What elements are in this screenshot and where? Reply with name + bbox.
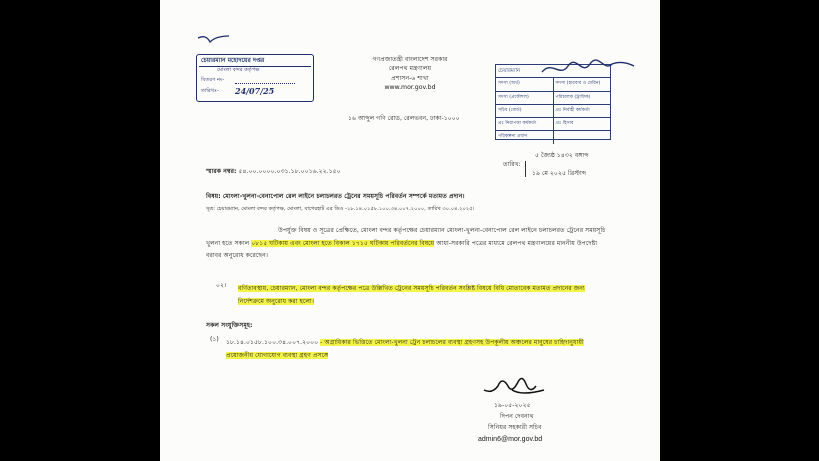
routing-stamp-row	[496, 118, 610, 131]
routing-cell: সচিব (বোর্ড)	[498, 107, 522, 113]
subject-text: মোংলা-খুলনা-বেনাপোল রেল লাইনে চলাচলরত ট্রেনের সময়সূচি পরিবর্তন সম্পর্কে মতামত প্রদান।	[222, 193, 465, 200]
receipt-stamp	[196, 54, 314, 102]
routing-stamp-row	[496, 105, 610, 118]
reference-label: সূত্র:	[206, 206, 215, 212]
routing-stamp-row	[496, 78, 610, 91]
stamp-title: চেয়ারম্যান মহোদয়ের দপ্তর	[201, 57, 265, 64]
para1-highlighted-text: ০৮১৫ ঘটিকায় এবং মোংলা হতে বিকাল ১৭১৫ ঘটিকায় পরিবর্তনের বিষয়ে	[251, 239, 435, 247]
routing-cell: প্রঃ নির্বাহী কর্মকর্তা	[553, 105, 611, 117]
letterhead-section: প্রশাসন-৬ শাখা	[391, 74, 429, 82]
date-gregorian: ১৯ মে ২০২৫ খ্রিস্টাব্দ	[532, 170, 587, 177]
routing-stamp-title: চেয়ারম্যান	[498, 68, 521, 74]
document-page	[160, 0, 660, 461]
handwritten-signature	[478, 372, 548, 402]
letterhead-website: www.mor.gov.bd	[384, 84, 436, 92]
body-paragraph-2	[238, 282, 610, 308]
memo-label: স্মারক নম্বর:	[206, 168, 237, 175]
enclosure-item	[226, 336, 610, 362]
letterhead-ministry: রেলপথ মন্ত্রণালয়	[388, 65, 432, 73]
signature-date: ১৯-০৫-২০২৫	[494, 402, 531, 409]
routing-cell: সদস্য (হারবার ও মেরিন)	[553, 78, 611, 90]
stamp-org: মোংলা বন্দর কর্তৃপক্ষ	[217, 67, 260, 73]
stamp-divider	[199, 66, 311, 67]
handwritten-initials-scribble	[538, 58, 638, 80]
reference-text: চেয়ারম্যান, মোংলা বন্দর কর্তৃপক্ষ, মোংলা, বাগেরহাট এর ডিও -১৮.১৪.০১৫৮.১০০.৩৪.০০৭.২০০০, তারিখ ৩০.০৪.২০২৫।	[216, 206, 475, 212]
stamp-receipt-line	[235, 83, 295, 84]
para1-text-end: আধা-সরকারি পত্রের মাধ্যমে রেলপথ মন্ত্রণালয়ের মাননীয় উপদেষ্টা বরাবর অনুরোধ করেছেন।	[206, 239, 598, 259]
handwritten-tick-mark	[196, 32, 232, 46]
enclosure-ref: ১৮.১৪.০১৫৮.১০০.৩৪.০০৭.২০০০	[226, 339, 319, 346]
para1-text: উপর্যুক্ত বিষয় ও সূত্রের প্রেক্ষিতে, মোংলা বন্দর কর্তৃপক্ষের চেয়ারম্যান মোংলা-খুলনা-বেনাপোল রেল লাইনে চলাচলরত ট্রেনের সময়সূচি খুলনা হতে সকাল	[206, 227, 606, 247]
body-paragraph-1	[206, 225, 610, 263]
enclosure-item-number: (১)	[210, 336, 219, 343]
memo-number-line	[206, 168, 341, 175]
routing-cell: সদস্য (অর্থ)	[498, 81, 520, 87]
subject-line	[206, 193, 465, 200]
routing-cell: প্রঃ হিসাব	[553, 118, 611, 130]
stamp-date-label: তারিখঃ-	[201, 88, 219, 94]
routing-cell: পরিকল্পনা প্রধান	[498, 134, 528, 140]
date-bangla: ৫ জ্যৈষ্ঠ ১৪৩২ বঙ্গাব্দ	[535, 152, 589, 159]
date-label: তারিখ:	[503, 161, 521, 168]
signatory-designation: সিনিয়র সহকারী সচিব	[488, 424, 542, 431]
enclosure-label: সকল সংযুক্তিসমূহ:	[206, 322, 253, 329]
stamp-date-value: 24/07/25	[235, 86, 275, 96]
signatory-email: admin6@mor.gov.bd	[478, 436, 543, 443]
letterhead-govt: গণপ্রজাতন্ত্রী বাংলাদেশ সরকার	[372, 56, 448, 63]
para2-highlighted-text: বর্ণিতাবস্থায়, চেয়ারম্যান, মোংলা বন্দর কর্তৃপক্ষের পত্রে উল্লিখিত ট্রেনের সময়সূচি পরিবর্তন সংশ্লিষ্ট বিষয়ে বিধি মোতাবেক মতামত প্রদানের জন্য নির্দেশক্রমে অনুরোধ করা হলো।	[238, 285, 585, 305]
signatory-name: দিপন দেবনাথ	[500, 413, 534, 420]
reference-line	[206, 206, 475, 212]
para2-number: ০২।	[216, 282, 227, 289]
routing-stamp-row	[496, 131, 610, 143]
letterhead-address: ১৬ আব্দুল গণি রোড, রেলভবন, ঢাকা-১০০০	[348, 115, 460, 122]
routing-cell: সদস্য (প্রকৌশল)	[498, 94, 529, 100]
letterhead	[330, 56, 490, 92]
routing-cell: প্রঃ নিরাপত্তা কর্মকর্তা	[498, 121, 537, 127]
routing-cell: পরিচালক (ট্রাফিক)	[553, 92, 611, 104]
memo-number: ৫৪.০০.০০০০.০৩১.১৮.০০১৬.২২.১৫০	[238, 168, 341, 175]
subject-label: বিষয়:	[206, 193, 221, 200]
enclosure-highlighted-text: - অগ্রাধিকার ভিত্তিতে মোংলা-খুলনা ট্রেন চলাচলের ব্যবস্থা গ্রহণসহ উপকূলীয় অঞ্চলের মানুষের চাহিদানুযায়ী প্রয়োজনীয় যোগাযোগ ব্যবস্থা গ্রহণ প্রসঙ্গে	[226, 339, 584, 359]
stamp-receipt-label: বিতরণ নং-	[201, 77, 225, 83]
routing-cell	[553, 131, 611, 143]
date-bracket	[525, 161, 526, 177]
routing-stamp-row	[496, 92, 610, 105]
